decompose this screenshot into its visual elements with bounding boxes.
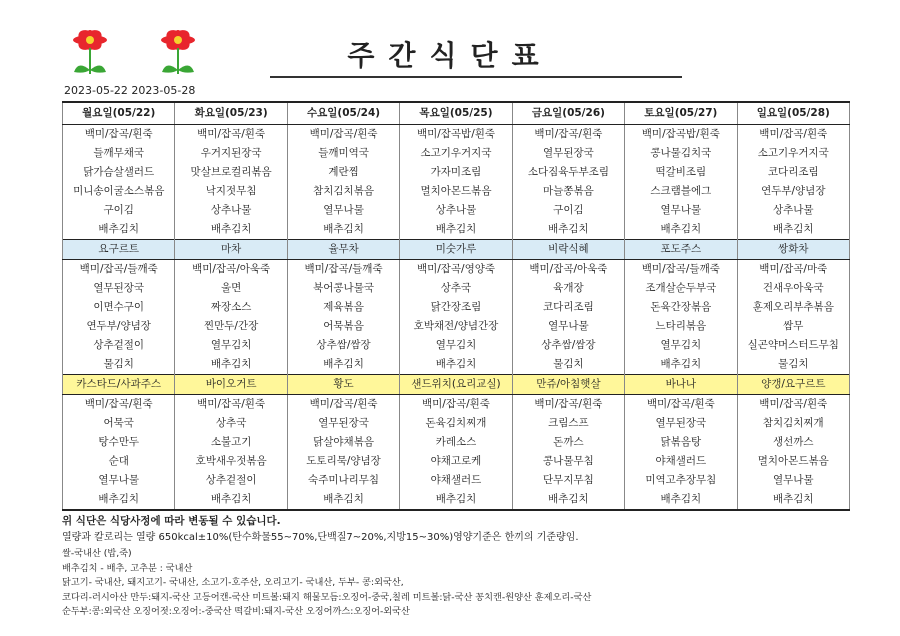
breakfast-row xyxy=(63,144,850,163)
menu-cell: 돈육김치찌개 xyxy=(400,414,512,433)
menu-cell: 돈까스 xyxy=(512,433,624,452)
menu-cell: 소불고기 xyxy=(175,433,287,452)
menu-cell: 상추쌈/쌈장 xyxy=(512,336,624,355)
menu-cell: 열무나물 xyxy=(737,471,849,490)
menu-cell: 백미/잡곡/흰죽 xyxy=(175,395,287,415)
menu-cell: 훈제오리부추볶음 xyxy=(737,298,849,317)
menu-cell: 배추김치 xyxy=(287,355,399,375)
lunch-row xyxy=(63,355,850,375)
menu-cell: 크림스프 xyxy=(512,414,624,433)
menu-cell: 백미/잡곡밥/흰죽 xyxy=(625,125,737,145)
menu-cell: 상추나물 xyxy=(737,201,849,220)
menu-cell: 백미/잡곡/흰죽 xyxy=(63,395,175,415)
breakfast-row xyxy=(63,125,850,145)
origin-line: 닭고기- 국내산, 돼지고기- 국내산, 소고기-호주산, 오리고기- 국내산, 두부- 콩:외국산, xyxy=(62,577,404,588)
lunch-row xyxy=(63,298,850,317)
menu-cell: 연두부/양념장 xyxy=(737,182,849,201)
menu-cell: 배추김치 xyxy=(625,355,737,375)
afternoon-snack-row xyxy=(63,375,850,395)
menu-cell: 백미/잡곡/흰죽 xyxy=(400,395,512,415)
menu-cell: 탕수만두 xyxy=(63,433,175,452)
menu-cell: 배추김치 xyxy=(737,490,849,510)
menu-cell: 쌈무 xyxy=(737,317,849,336)
breakfast-row xyxy=(63,163,850,182)
menu-cell: 배추김치 xyxy=(512,220,624,240)
menu-cell: 소다짐육두부조림 xyxy=(512,163,624,182)
menu-cell: 상추겉절이 xyxy=(175,471,287,490)
menu-cell: 배추김치 xyxy=(63,490,175,510)
title-underline xyxy=(270,76,682,78)
menu-cell: 열무된장국 xyxy=(63,279,175,298)
day-header: 목요일(05/25) xyxy=(400,102,512,125)
menu-cell: 백미/잡곡/아욱죽 xyxy=(175,260,287,280)
origin-info xyxy=(62,547,591,620)
menu-cell: 구이김 xyxy=(63,201,175,220)
lunch-row xyxy=(63,336,850,355)
menu-cell: 배추김치 xyxy=(625,220,737,240)
menu-cell: 배추김치 xyxy=(400,220,512,240)
menu-cell: 배추김치 xyxy=(737,220,849,240)
menu-cell: 상추국 xyxy=(175,414,287,433)
menu-cell: 백미/잡곡/흰죽 xyxy=(287,395,399,415)
menu-cell: 상추쌈/쌈장 xyxy=(287,336,399,355)
menu-cell: 야채샐러드 xyxy=(400,471,512,490)
menu-cell: 미니송이굴소스볶음 xyxy=(63,182,175,201)
dinner-row xyxy=(63,395,850,415)
menu-cell: 열무김치 xyxy=(625,336,737,355)
page-title: 주간식단표 xyxy=(347,39,553,72)
menu-cell: 순대 xyxy=(63,452,175,471)
menu-cell: 멸치아몬드볶음 xyxy=(400,182,512,201)
menu-cell: 어묵국 xyxy=(63,414,175,433)
menu-cell: 야채고로케 xyxy=(400,452,512,471)
menu-cell: 백미/잡곡/들깨죽 xyxy=(625,260,737,280)
menu-cell: 가자미조림 xyxy=(400,163,512,182)
menu-cell: 비락식혜 xyxy=(512,240,624,260)
menu-cell: 백미/잡곡/흰죽 xyxy=(512,395,624,415)
menu-cell: 만쥬/아침햇살 xyxy=(512,375,624,395)
origin-line: 순두부:콩:외국산 오징어젓:오징어:-중국산 떡갈비:돼지-국산 오징어까스:오징어-외국산 xyxy=(62,606,410,617)
menu-cell: 열무나물 xyxy=(625,201,737,220)
breakfast-row xyxy=(63,201,850,220)
menu-cell: 백미/잡곡/흰죽 xyxy=(63,125,175,145)
menu-cell: 이면수구이 xyxy=(63,298,175,317)
menu-cell: 바나나 xyxy=(625,375,737,395)
menu-cell: 물김치 xyxy=(512,355,624,375)
menu-cell: 떡갈비조림 xyxy=(625,163,737,182)
menu-cell: 멸치아몬드볶음 xyxy=(737,452,849,471)
menu-cell: 낙지젓무침 xyxy=(175,182,287,201)
menu-cell: 백미/잡곡/흰죽 xyxy=(175,125,287,145)
menu-cell: 조개살순두부국 xyxy=(625,279,737,298)
menu-cell: 상추겉절이 xyxy=(63,336,175,355)
flower-icon xyxy=(161,30,195,74)
nutrition-text: 열량과 칼로리는 열량 650kcal±10%(탄수화물55~70%,단백질7~20%,지방15~30%)영양기준은 한끼의 기준량임. xyxy=(62,531,579,543)
menu-cell: 마늘쫑볶음 xyxy=(512,182,624,201)
menu-cell: 황도 xyxy=(287,375,399,395)
menu-cell: 열무된장국 xyxy=(512,144,624,163)
menu-cell: 배추김치 xyxy=(175,490,287,510)
menu-cell: 배추김치 xyxy=(175,355,287,375)
dinner-row xyxy=(63,433,850,452)
notice-text: 위 식단은 식당사정에 따라 변동될 수 있습니다. xyxy=(62,515,281,527)
menu-cell: 단무지무침 xyxy=(512,471,624,490)
menu-cell: 도토리묵/양념장 xyxy=(287,452,399,471)
menu-cell: 배추김치 xyxy=(512,490,624,510)
weekly-menu-table xyxy=(62,101,850,511)
notes xyxy=(62,514,579,545)
menu-cell: 닭볶음탕 xyxy=(625,433,737,452)
menu-cell: 배추김치 xyxy=(625,490,737,510)
dinner-row xyxy=(63,490,850,510)
lunch-row xyxy=(63,260,850,280)
dinner-row xyxy=(63,471,850,490)
flower-decoration xyxy=(60,30,240,80)
menu-cell: 배추김치 xyxy=(287,220,399,240)
menu-cell: 구이김 xyxy=(512,201,624,220)
origin-line: 배추김치 - 배추, 고추분 : 국내산 xyxy=(62,562,193,574)
menu-cell: 배추김치 xyxy=(400,355,512,375)
menu-cell: 미숫가루 xyxy=(400,240,512,260)
flower-icon xyxy=(73,30,107,74)
menu-cell: 참치김치볶음 xyxy=(287,182,399,201)
menu-cell: 생선까스 xyxy=(737,433,849,452)
menu-cell: 실곤약머스터드무침 xyxy=(737,336,849,355)
menu-cell: 열무된장국 xyxy=(287,414,399,433)
menu-cell: 백미/잡곡/들깨죽 xyxy=(63,260,175,280)
lunch-row xyxy=(63,279,850,298)
menu-cell: 찐만두/간장 xyxy=(175,317,287,336)
menu-cell: 열무나물 xyxy=(287,201,399,220)
menu-body xyxy=(63,125,850,511)
menu-cell: 미역고추장무침 xyxy=(625,471,737,490)
menu-cell: 닭가슴살샐러드 xyxy=(63,163,175,182)
menu-cell: 상추나물 xyxy=(175,201,287,220)
menu-cell: 카스타드/사과주스 xyxy=(63,375,175,395)
menu-cell: 율무차 xyxy=(287,240,399,260)
menu-cell: 야채샐러드 xyxy=(625,452,737,471)
menu-cell: 상추나물 xyxy=(400,201,512,220)
menu-cell: 계란찜 xyxy=(287,163,399,182)
menu-cell: 요구르트 xyxy=(63,240,175,260)
menu-cell: 들깨미역국 xyxy=(287,144,399,163)
menu-cell: 배추김치 xyxy=(63,220,175,240)
menu-cell: 백미/잡곡/흰죽 xyxy=(737,125,849,145)
menu-cell: 제육볶음 xyxy=(287,298,399,317)
menu-cell: 포도주스 xyxy=(625,240,737,260)
menu-cell: 들깨무채국 xyxy=(63,144,175,163)
menu-cell: 호박채전/양념간장 xyxy=(400,317,512,336)
origin-line: 쌀-국내산 (밥,죽) xyxy=(62,548,132,559)
menu-cell: 백미/잡곡밥/흰죽 xyxy=(400,125,512,145)
menu-cell: 샌드위치(요리교실) xyxy=(400,375,512,395)
menu-cell: 상추국 xyxy=(400,279,512,298)
menu-cell: 육개장 xyxy=(512,279,624,298)
dinner-row xyxy=(63,414,850,433)
menu-cell: 백미/잡곡/흰죽 xyxy=(512,125,624,145)
menu-cell: 물김치 xyxy=(737,355,849,375)
menu-cell: 울면 xyxy=(175,279,287,298)
menu-cell: 느타리볶음 xyxy=(625,317,737,336)
menu-cell: 스크램블에그 xyxy=(625,182,737,201)
menu-cell: 우거지된장국 xyxy=(175,144,287,163)
menu-cell: 호박새우젓볶음 xyxy=(175,452,287,471)
menu-cell: 배추김치 xyxy=(287,490,399,510)
menu-cell: 쌍화차 xyxy=(737,240,849,260)
menu-cell: 닭살야채볶음 xyxy=(287,433,399,452)
origin-line: 코다리-러시아산 만두:돼지-국산 고등어캔-국산 미트볼:돼지 해물모듬:오징어-중국,칠레 미트볼:닭-국산 꽁치캔-원양산 훈제오리-국산 xyxy=(62,591,592,603)
menu-cell: 열무나물 xyxy=(512,317,624,336)
day-header: 월요일(05/22) xyxy=(63,102,175,125)
breakfast-row xyxy=(63,220,850,240)
menu-cell: 백미/잡곡/흰죽 xyxy=(737,395,849,415)
menu-cell: 연두부/양념장 xyxy=(63,317,175,336)
lunch-row xyxy=(63,317,850,336)
menu-cell: 숙주미나리무침 xyxy=(287,471,399,490)
menu-cell: 마차 xyxy=(175,240,287,260)
menu-cell: 백미/잡곡/흰죽 xyxy=(287,125,399,145)
menu-cell: 열무김치 xyxy=(175,336,287,355)
menu-cell: 소고기우거지국 xyxy=(737,144,849,163)
day-header: 토요일(05/27) xyxy=(625,102,737,125)
menu-cell: 어묵볶음 xyxy=(287,317,399,336)
menu-cell: 짜장소스 xyxy=(175,298,287,317)
menu-cell: 배추김치 xyxy=(400,490,512,510)
day-header: 화요일(05/23) xyxy=(175,102,287,125)
menu-cell: 닭간장조림 xyxy=(400,298,512,317)
menu-cell: 백미/잡곡/흰죽 xyxy=(625,395,737,415)
day-header-row xyxy=(63,102,850,125)
dinner-row xyxy=(63,452,850,471)
menu-cell: 코다리조림 xyxy=(737,163,849,182)
menu-cell: 배추김치 xyxy=(175,220,287,240)
day-header: 일요일(05/28) xyxy=(737,102,849,125)
menu-cell: 참치김치찌개 xyxy=(737,414,849,433)
menu-cell: 백미/잡곡/마죽 xyxy=(737,260,849,280)
day-header: 수요일(05/24) xyxy=(287,102,399,125)
menu-cell: 돈육간장볶음 xyxy=(625,298,737,317)
menu-cell: 열무김치 xyxy=(400,336,512,355)
menu-cell: 콩나물김치국 xyxy=(625,144,737,163)
menu-cell: 북어콩나물국 xyxy=(287,279,399,298)
menu-cell: 백미/잡곡/들깨죽 xyxy=(287,260,399,280)
morning-snack-row xyxy=(63,240,850,260)
menu-cell: 백미/잡곡/아욱죽 xyxy=(512,260,624,280)
menu-cell: 물김치 xyxy=(63,355,175,375)
day-header: 금요일(05/26) xyxy=(512,102,624,125)
menu-cell: 열무나물 xyxy=(63,471,175,490)
menu-cell: 소고기우거지국 xyxy=(400,144,512,163)
menu-cell: 맛살브로컬리볶음 xyxy=(175,163,287,182)
menu-cell: 백미/잡곡/영양죽 xyxy=(400,260,512,280)
menu-cell: 양갱/요구르트 xyxy=(737,375,849,395)
menu-cell: 열무된장국 xyxy=(625,414,737,433)
date-range: 2023-05-22 2023-05-28 xyxy=(64,84,196,97)
menu-cell: 바이오거트 xyxy=(175,375,287,395)
menu-cell: 코다리조림 xyxy=(512,298,624,317)
menu-cell: 건새우아욱국 xyxy=(737,279,849,298)
breakfast-row xyxy=(63,182,850,201)
menu-cell: 카레소스 xyxy=(400,433,512,452)
menu-cell: 콩나물무침 xyxy=(512,452,624,471)
